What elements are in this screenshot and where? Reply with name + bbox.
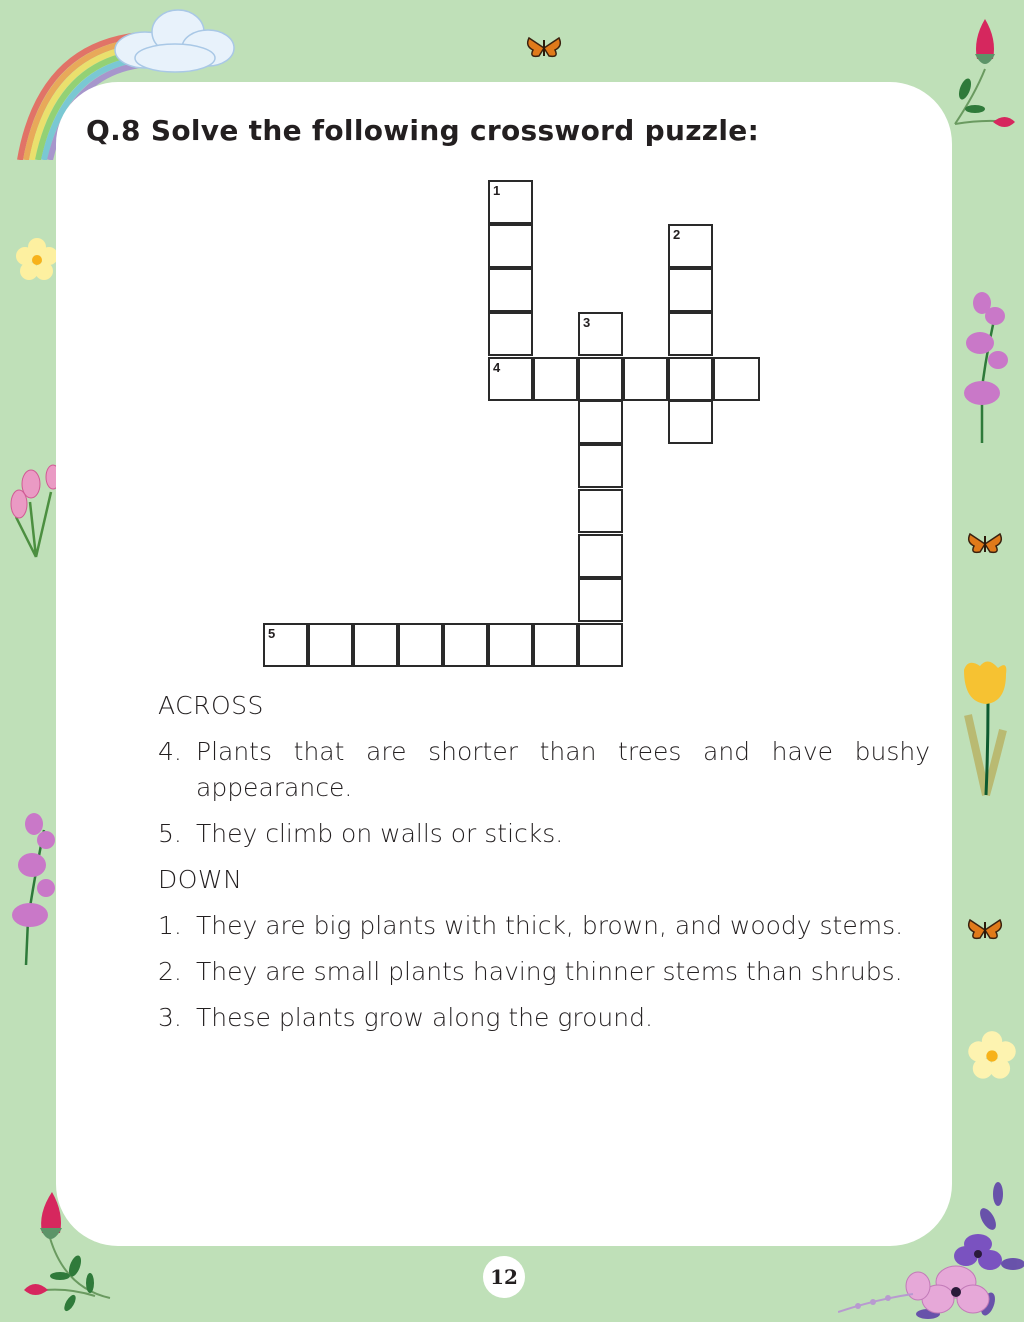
clue-num: 1.	[158, 911, 182, 940]
clue-num: 2.	[158, 957, 182, 986]
down-clue-2	[158, 954, 930, 990]
page-number-badge	[483, 1256, 525, 1298]
clue-num: 5.	[158, 819, 182, 848]
clue-number: 4	[493, 360, 501, 375]
clue-num: 4.	[158, 737, 182, 766]
crossword-cell[interactable]	[443, 623, 488, 667]
crossword-cell[interactable]	[488, 312, 533, 356]
yellow-tulip-icon	[958, 660, 1008, 800]
crossword-cell[interactable]	[578, 357, 623, 401]
crossword-cell[interactable]	[668, 400, 713, 444]
clue-num: 3.	[158, 1003, 182, 1032]
clue-text: They are big plants with thick, brown, and woody stems.	[196, 911, 904, 940]
butterfly-icon	[525, 34, 563, 62]
clue-text: These plants grow along the ground.	[196, 1003, 653, 1032]
yellow-flower-icon	[16, 237, 58, 283]
crossword-cell[interactable]	[263, 623, 308, 667]
clue-text: Plants that are shorter than trees and have bushy appearance.	[196, 737, 930, 802]
crossword-cell[interactable]	[668, 357, 713, 401]
clue-number: 5	[268, 626, 276, 641]
crossword-cell[interactable]	[398, 623, 443, 667]
crossword-cell[interactable]	[578, 444, 623, 488]
crossword-cell[interactable]	[308, 623, 353, 667]
crossword-cell[interactable]	[533, 357, 578, 401]
clue-text: They climb on walls or sticks.	[196, 819, 564, 848]
rose-bud-icon	[945, 14, 1015, 134]
across-heading: ACROSS	[158, 691, 264, 720]
clue-number: 3	[583, 315, 591, 330]
down-clue-3	[158, 1000, 930, 1036]
clue-text: They are small plants having thinner stems than shrubs.	[196, 957, 903, 986]
crossword-cell[interactable]	[488, 224, 533, 268]
butterfly-icon	[966, 916, 1004, 944]
crossword-cell[interactable]	[578, 489, 623, 533]
crossword-cell[interactable]	[353, 623, 398, 667]
crossword-cell[interactable]	[578, 578, 623, 622]
crossword-cell[interactable]	[488, 623, 533, 667]
clue-number: 1	[493, 183, 501, 198]
crossword-cell[interactable]	[578, 400, 623, 444]
pink-sweetpea-icon	[962, 288, 1017, 448]
crossword-cell[interactable]	[578, 534, 623, 578]
pink-tulips-icon	[6, 462, 58, 562]
crossword-cell[interactable]	[488, 357, 533, 401]
crossword-cell[interactable]	[488, 180, 533, 224]
question-title: Q.8 Solve the following crossword puzzle:	[86, 114, 760, 147]
crossword-cell[interactable]	[533, 623, 578, 667]
down-heading: DOWN	[158, 865, 243, 894]
crossword-cell[interactable]	[578, 623, 623, 667]
crossword-cell[interactable]	[623, 357, 668, 401]
clues-section	[158, 688, 930, 1046]
across-clue-4	[158, 734, 930, 806]
crossword-cell[interactable]	[668, 268, 713, 312]
crossword-cell[interactable]	[668, 312, 713, 356]
crossword-cell[interactable]	[488, 268, 533, 312]
crossword-cell[interactable]	[713, 357, 760, 401]
clue-number: 2	[673, 227, 681, 242]
butterfly-icon	[966, 530, 1004, 558]
pink-sweetpea-icon	[4, 810, 59, 970]
across-clue-5	[158, 816, 930, 852]
yellow-flower-icon	[968, 1030, 1016, 1082]
crossword-cell[interactable]	[668, 224, 713, 268]
down-clue-1	[158, 908, 930, 944]
page-number: 12	[490, 1265, 518, 1289]
crossword-cell[interactable]	[578, 312, 623, 356]
